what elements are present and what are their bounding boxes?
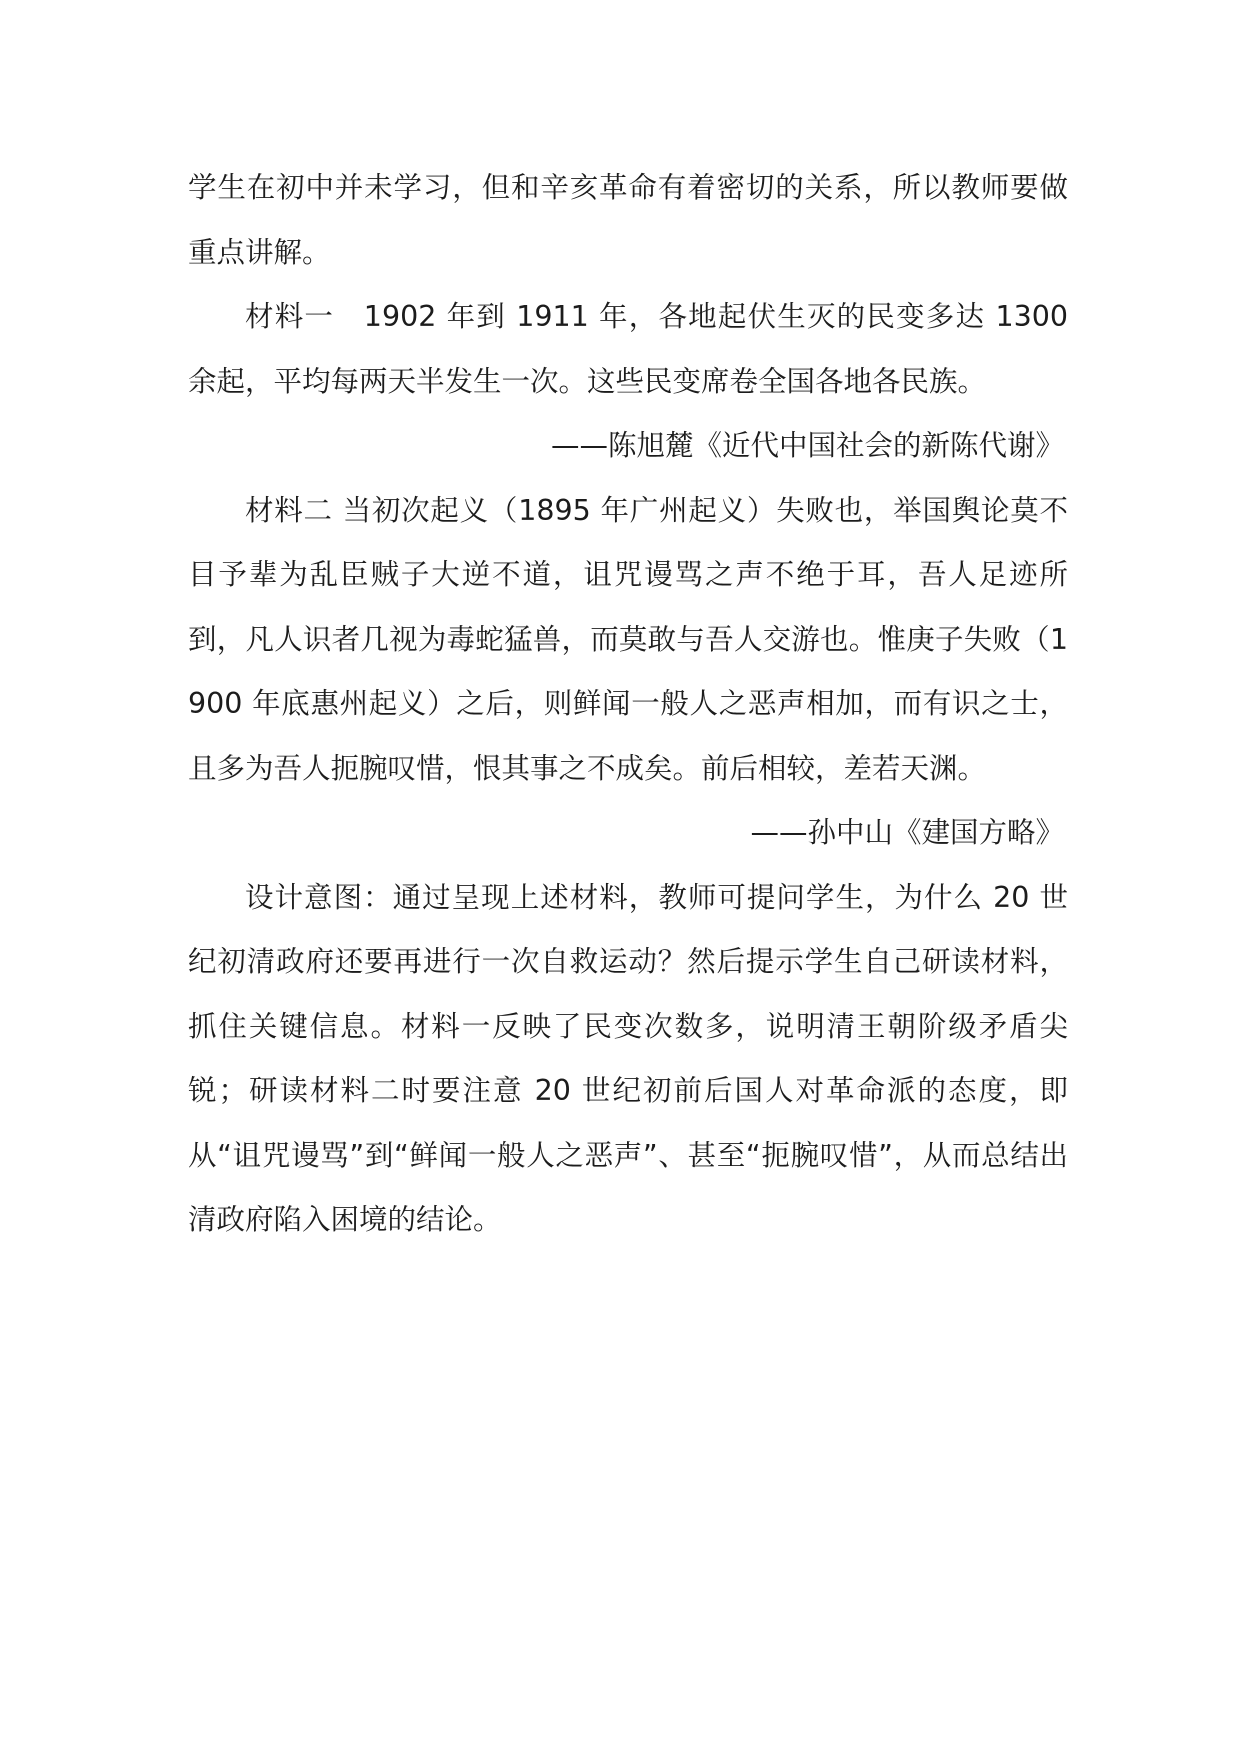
design-intent-paragraph: 设计意图：通过呈现上述材料，教师可提问学生，为什么 20 世纪初清政府还要再进行一次自救运动？然后提示学生自己研读材料，抓住关键信息。材料一反映了民变次数多，说明清王朝阶级矛盾尖锐；研读材料二时要注意 20 世纪初前后国人对革命派的态度，即从“诅咒谩骂”到“鲜闻一般人之恶声”、甚至“扼腕叹惜”，从而总结出清政府陷入困境的结论。 [188, 880, 1068, 1236]
body-text [188, 156, 1068, 1253]
material-one-source: ——陈旭麓《近代中国社会的新陈代谢》 [550, 429, 1064, 462]
intro-continuation-paragraph: 学生在初中并未学习，但和辛亥革命有着密切的关系，所以教师要做重点讲解。 [188, 171, 1068, 269]
material-one-paragraph: 材料一 1902 年到 1911 年，各地起伏生灭的民变多达 1300 余起，平均每两天半发生一次。这些民变席卷全国各地各民族。 [188, 300, 1068, 398]
material-two-paragraph: 材料二 当初次起义（1895 年广州起义）失败也，举国舆论莫不目予辈为乱臣贼子大逆不道，诅咒谩骂之声不绝于耳，吾人足迹所到，凡人识者几视为毒蛇猛兽，而莫敢与吾人交游也。惟庚子失败（1900 年底惠州起义）之后，则鲜闻一般人之恶声相加，而有识之士，且多为吾人扼腕叹惜，恨其事之不成矣。前后相较，差若天渊。 [188, 493, 1068, 785]
material-two-source: ——孙中山《建国方略》 [750, 816, 1064, 849]
